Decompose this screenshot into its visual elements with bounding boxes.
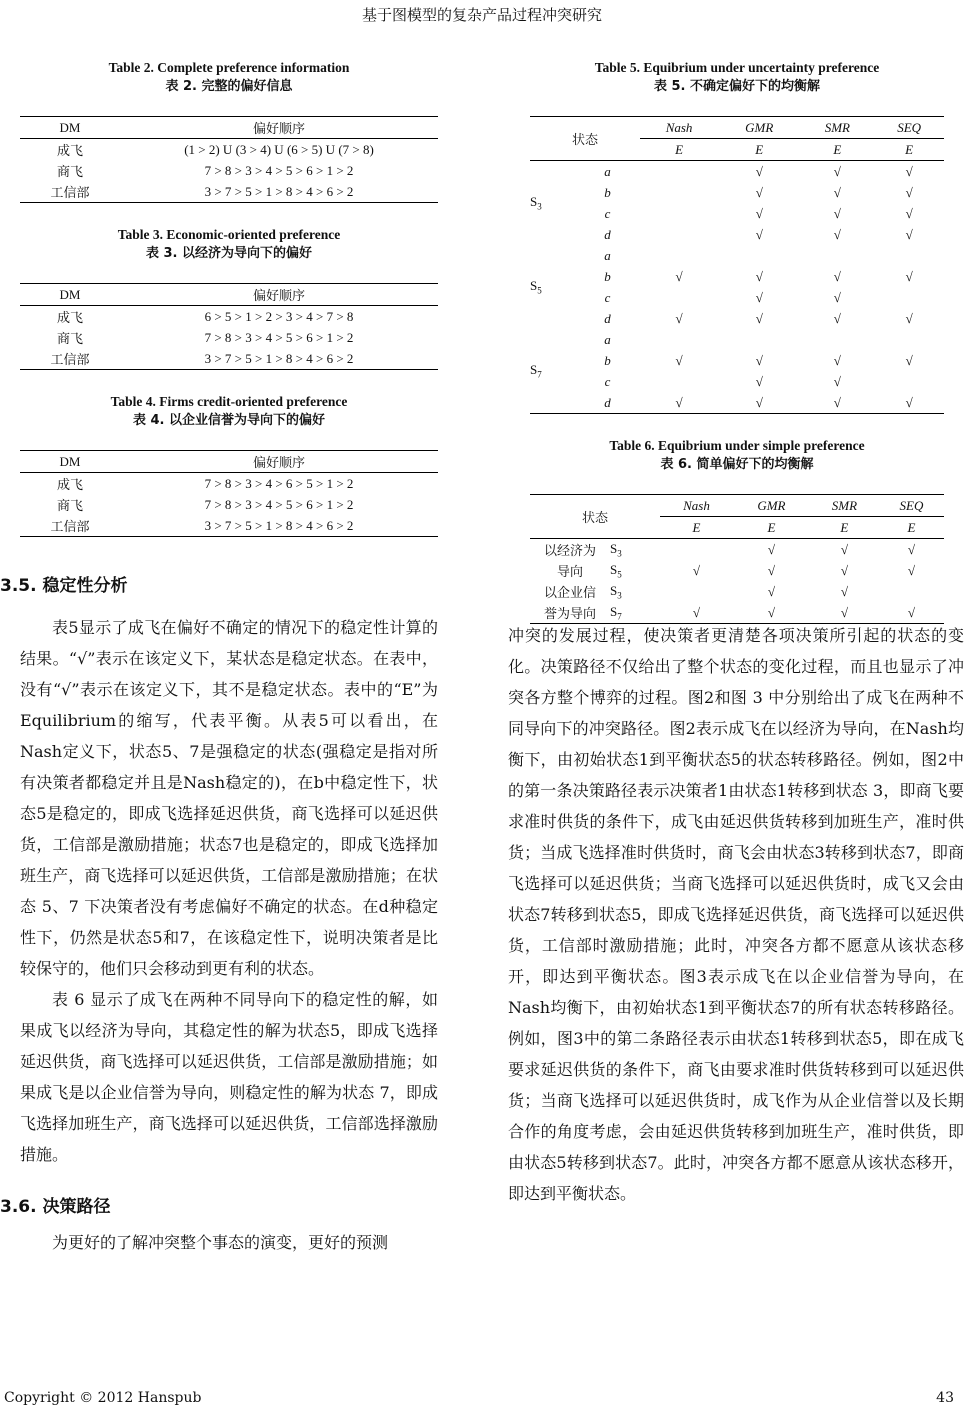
check-cell: √ xyxy=(755,268,763,284)
check-cell: √ xyxy=(675,352,683,368)
check-cell: √ xyxy=(905,226,913,242)
caption-zh: 表 6. 简单偏好下的均衡解 xyxy=(660,457,814,472)
state: S xyxy=(530,362,538,378)
table-row xyxy=(530,224,944,245)
state-sub: 3 xyxy=(537,201,542,212)
table-6 xyxy=(530,436,944,624)
check-cell: √ xyxy=(905,394,913,410)
stability-type: a xyxy=(604,331,611,347)
stability-type: d xyxy=(604,226,611,242)
table-row xyxy=(530,560,944,581)
table-row xyxy=(530,350,944,371)
state-cell xyxy=(610,581,660,602)
check-cell xyxy=(874,245,944,266)
state-cell xyxy=(610,560,660,581)
caption-zh: 表 2. 完整的偏好信息 xyxy=(165,79,293,94)
check-cell: √ xyxy=(833,352,841,368)
stability-type: c xyxy=(604,205,611,221)
col-subheader: E xyxy=(907,519,916,535)
col-header: 状态 xyxy=(530,117,640,161)
col-header: DM xyxy=(59,286,81,302)
col-header: 状态 xyxy=(530,495,660,539)
caption-zh: 表 4. 以企业信誉为导向下的偏好 xyxy=(132,413,326,428)
check-cell: √ xyxy=(675,268,683,284)
check-cell: √ xyxy=(905,310,913,326)
check-cell xyxy=(640,161,718,183)
col-subheader: E xyxy=(840,519,849,535)
check-cell: √ xyxy=(905,205,913,221)
caption-en: Table 4. Firms credit-oriented preference xyxy=(110,394,348,409)
right-tables xyxy=(530,58,944,624)
stability-type: c xyxy=(604,289,611,305)
col-header: SMR xyxy=(800,117,874,139)
check-cell: √ xyxy=(833,289,841,305)
check-cell: √ xyxy=(840,562,848,578)
copyright: Copyright © 2012 Hanspub xyxy=(4,1390,202,1406)
cell: 7 > 8 > 3 > 4 > 5 > 6 > 1 > 2 xyxy=(204,329,354,345)
table-row xyxy=(530,539,944,561)
table-row xyxy=(20,181,438,203)
check-cell xyxy=(874,329,944,350)
state-sub: 7 xyxy=(617,611,622,622)
stability-type: b xyxy=(604,352,611,368)
section-heading-3-5: 3.5. 稳定性分析 xyxy=(0,576,128,596)
stability-type: b xyxy=(604,268,611,284)
check-cell: √ xyxy=(767,604,775,620)
check-cell xyxy=(800,245,874,266)
check-cell xyxy=(640,224,718,245)
table-caption xyxy=(20,225,438,263)
check-cell xyxy=(879,581,944,602)
cell: 3 > 7 > 5 > 1 > 8 > 4 > 6 > 2 xyxy=(204,183,354,199)
cell: 工信部 xyxy=(50,519,90,534)
paragraph: 为更好的了解冲突整个事态的演变，更好的预测 xyxy=(52,1233,389,1252)
col-header: DM xyxy=(59,119,81,135)
running-header: 基于图模型的复杂产品过程冲突研究 xyxy=(361,6,602,24)
table-caption xyxy=(530,436,944,474)
state-sub: 5 xyxy=(537,285,542,296)
check-cell: √ xyxy=(755,373,763,389)
check-cell: √ xyxy=(907,562,916,578)
col-header: DM xyxy=(59,453,81,469)
right-column-text xyxy=(508,620,964,1209)
caption-en: Table 2. Complete preference information xyxy=(108,60,350,75)
table-caption xyxy=(20,58,438,96)
check-cell: √ xyxy=(675,394,683,410)
state: S xyxy=(530,194,538,210)
check-cell: √ xyxy=(755,226,763,242)
col-header: Nash xyxy=(640,117,718,139)
state: S xyxy=(610,582,618,598)
check-cell: √ xyxy=(840,541,848,557)
check-cell xyxy=(874,287,944,308)
paragraph: 冲突的发展过程，使决策者更清楚各项决策所引起的状态的变化。决策路径不仅给出了整个状态的变化过程，而且也显示了冲突各方整个博弈的过程。图2和图 3 中分别给出了成飞在两种不同导向下的冲突路径。图2表示成飞在以经济为导向，在Nash均衡下，由初始状态1到平衡状态5的状态转移路径。例如，图2中的第一条决策路径表示决策者1由状态1转移到状态 3，即商飞要求准时供货的条件下，成飞由延迟供货转移到加班生产，准时供货；当成飞选择准时供货时，商飞会由状态3转移到状态7，即商飞选择可以延迟供货；当商飞选择可以延迟供货时，成飞又会由状态7转移到状态5，即成飞选择延迟供货，商飞选择可以延迟供货，工信部时激励措施；此时，冲突各方都不愿意从该状态移开，即达到平衡状态。图3表示成飞在以企业信誉为导向，在Nash均衡下，由初始状态1到平衡状态7的所有状态转移路径。例如，图3中的第二条路径表示由状态1转移到状态5，即在成飞要求延迟供货的条件下，商飞由要求准时供货转移到可以延迟供货；当商飞选择可以延迟供货时，成飞作为从企业信誉以及长期合作的角度考虑，会由延迟供货转移到加班生产，准时供货，即由状态5转移到状态7。此时，冲突各方都不愿意从该状态移开，即达到平衡状态。 xyxy=(508,626,964,1203)
cell: 工信部 xyxy=(50,352,90,367)
stability-type: c xyxy=(604,373,611,389)
state-cell xyxy=(530,161,575,246)
check-cell: √ xyxy=(907,541,916,557)
table-row xyxy=(530,245,944,266)
check-cell xyxy=(640,203,718,224)
page-number: 43 xyxy=(936,1390,954,1406)
cell: 7 > 8 > 3 > 4 > 5 > 6 > 1 > 2 xyxy=(204,496,354,512)
col-subheader: E xyxy=(767,519,776,535)
table-caption xyxy=(530,58,944,96)
check-cell xyxy=(640,371,718,392)
check-cell: √ xyxy=(907,604,916,620)
orientation-label: 以企业信 xyxy=(543,585,596,600)
col-header: GMR xyxy=(733,495,810,517)
check-cell: √ xyxy=(767,541,775,557)
check-cell: √ xyxy=(840,604,848,620)
state: S xyxy=(530,278,538,294)
table-row xyxy=(20,348,438,370)
table-row xyxy=(20,515,438,537)
table-4 xyxy=(20,392,438,537)
check-cell: √ xyxy=(755,205,763,221)
col-subheader: E xyxy=(675,141,684,157)
col-subheader: E xyxy=(905,141,914,157)
table-row xyxy=(530,182,944,203)
stability-type: d xyxy=(604,394,611,410)
paragraph: 表5显示了成飞在偏好不确定的情况下的稳定性计算的结果。“√”表示在该定义下，某状态是稳定状态。在表中，没有“√”表示在该定义下，其不是稳定状态。表中的“E”为Equilibrium的缩写，代表平衡。从表5可以看出，在Nash定义下，状态5、7是强稳定的状态(强稳定是指对所有决策者都稳定并且是Nash稳定的)，在b中稳定性下，状态5是稳定的，即成飞选择延迟供货，商飞选择可以延迟供货，工信部是激励措施；状态7也是稳定的，即成飞选择加班生产，商飞选择可以延迟供货，工信部是激励措施；在状态 5、7 下决策者没有考虑偏好不确定的状态。在d种稳定性下，仍然是状态5和7，在该稳定性下，说明决策者是比较保守的，他们只会移动到更有利的状态。 xyxy=(20,618,438,978)
check-cell xyxy=(718,329,800,350)
table-row xyxy=(20,473,438,495)
col-header: 偏好顺序 xyxy=(252,455,305,470)
check-cell: √ xyxy=(755,163,763,179)
cell: 6 > 5 > 1 > 2 > 3 > 4 > 7 > 8 xyxy=(204,308,354,324)
table-row xyxy=(530,203,944,224)
caption-en: Table 3. Economic-oriented preference xyxy=(117,227,341,242)
check-cell: √ xyxy=(755,289,763,305)
state-cell xyxy=(530,329,575,414)
orientation-label: 以经济为 xyxy=(543,543,596,558)
cell: 成飞 xyxy=(56,310,83,325)
cell: (1 > 2) U (3 > 4) U (6 > 5) U (7 > 8) xyxy=(184,141,374,157)
state: S xyxy=(610,540,618,556)
check-cell: √ xyxy=(833,373,841,389)
caption-en: Table 5. Equibrium under uncertainty preference xyxy=(594,60,880,75)
check-cell: √ xyxy=(767,562,775,578)
caption-en: Table 6. Equibrium under simple preference xyxy=(609,438,865,453)
table-row xyxy=(20,327,438,348)
table-row xyxy=(530,287,944,308)
col-header: Nash xyxy=(660,495,733,517)
check-cell xyxy=(640,329,718,350)
check-cell xyxy=(800,329,874,350)
cell: 成飞 xyxy=(56,477,83,492)
cell: 工信部 xyxy=(50,185,90,200)
left-column xyxy=(0,58,438,1258)
state: S xyxy=(610,561,618,577)
table-row xyxy=(530,308,944,329)
state: S xyxy=(610,603,618,619)
table-row xyxy=(20,494,438,515)
cell: 7 > 8 > 3 > 4 > 6 > 5 > 1 > 2 xyxy=(204,475,354,491)
cell: 成飞 xyxy=(56,143,83,158)
col-header: GMR xyxy=(718,117,800,139)
check-cell xyxy=(640,182,718,203)
table-5 xyxy=(530,58,944,414)
check-cell: √ xyxy=(755,352,763,368)
check-cell: √ xyxy=(755,394,763,410)
col-header: SEQ xyxy=(879,495,944,517)
table-row xyxy=(20,306,438,328)
col-header: SEQ xyxy=(874,117,944,139)
col-subheader: E xyxy=(755,141,764,157)
caption-zh: 表 3. 以经济为导向下的偏好 xyxy=(145,246,313,261)
check-cell xyxy=(718,245,800,266)
check-cell: √ xyxy=(833,184,841,200)
table-3 xyxy=(20,225,438,370)
check-cell: √ xyxy=(840,583,848,599)
check-cell: √ xyxy=(767,583,775,599)
check-cell: √ xyxy=(905,352,913,368)
stability-type: b xyxy=(604,184,611,200)
table-2 xyxy=(20,58,438,203)
cell: 商飞 xyxy=(56,164,83,179)
check-cell: √ xyxy=(833,226,841,242)
col-header: SMR xyxy=(810,495,879,517)
cell: 3 > 7 > 5 > 1 > 8 > 4 > 6 > 2 xyxy=(204,350,354,366)
state-sub: 3 xyxy=(617,590,622,601)
check-cell xyxy=(660,539,733,561)
check-cell xyxy=(874,371,944,392)
col-subheader: E xyxy=(692,519,701,535)
check-cell: √ xyxy=(905,163,913,179)
table-row xyxy=(530,266,944,287)
table-row xyxy=(530,161,944,183)
table-row xyxy=(530,371,944,392)
cell: 3 > 7 > 5 > 1 > 8 > 4 > 6 > 2 xyxy=(204,517,354,533)
caption-zh: 表 5. 不确定偏好下的均衡解 xyxy=(653,79,821,94)
check-cell xyxy=(640,245,718,266)
state-sub: 7 xyxy=(537,369,542,380)
stability-type: d xyxy=(604,310,611,326)
check-cell: √ xyxy=(692,604,701,620)
table-row xyxy=(530,581,944,602)
check-cell: √ xyxy=(833,163,841,179)
orientation-label: 誉为导向 xyxy=(543,606,596,621)
check-cell: √ xyxy=(833,394,841,410)
state-cell xyxy=(530,245,575,329)
state-sub: 5 xyxy=(617,569,622,580)
section-heading-3-6: 3.6. 决策路径 xyxy=(0,1197,111,1217)
stability-type: a xyxy=(604,247,611,263)
table-row xyxy=(530,392,944,414)
cell: 商飞 xyxy=(56,498,83,513)
check-cell: √ xyxy=(692,562,701,578)
check-cell: √ xyxy=(675,310,683,326)
state-sub: 3 xyxy=(617,548,622,559)
col-header: 偏好顺序 xyxy=(252,121,305,136)
check-cell: √ xyxy=(905,184,913,200)
check-cell xyxy=(640,287,718,308)
check-cell xyxy=(660,581,733,602)
table-row xyxy=(530,329,944,350)
cell: 商飞 xyxy=(56,331,83,346)
col-header: 偏好顺序 xyxy=(252,288,305,303)
check-cell: √ xyxy=(905,268,913,284)
table-caption xyxy=(20,392,438,430)
state-cell xyxy=(610,539,660,561)
check-cell: √ xyxy=(755,310,763,326)
col-subheader: E xyxy=(833,141,842,157)
stability-type: a xyxy=(604,163,611,179)
check-cell: √ xyxy=(755,184,763,200)
check-cell: √ xyxy=(833,268,841,284)
cell: 7 > 8 > 3 > 4 > 5 > 6 > 1 > 2 xyxy=(204,162,354,178)
table-row xyxy=(20,160,438,181)
orientation-label: 导向 xyxy=(556,564,583,579)
paragraph: 表 6 显示了成飞在两种不同导向下的稳定性的解，如果成飞以经济为导向，其稳定性的解为状态5，即成飞选择延迟供货，商飞选择可以延迟供货，工信部是激励措施；如果成飞是以企业信誉为导向，则稳定性的解为状态 7，即成飞选择加班生产，商飞选择可以延迟供货，工信部选择激励措施。 xyxy=(20,990,438,1164)
check-cell: √ xyxy=(833,205,841,221)
table-row xyxy=(20,139,438,161)
check-cell: √ xyxy=(833,310,841,326)
